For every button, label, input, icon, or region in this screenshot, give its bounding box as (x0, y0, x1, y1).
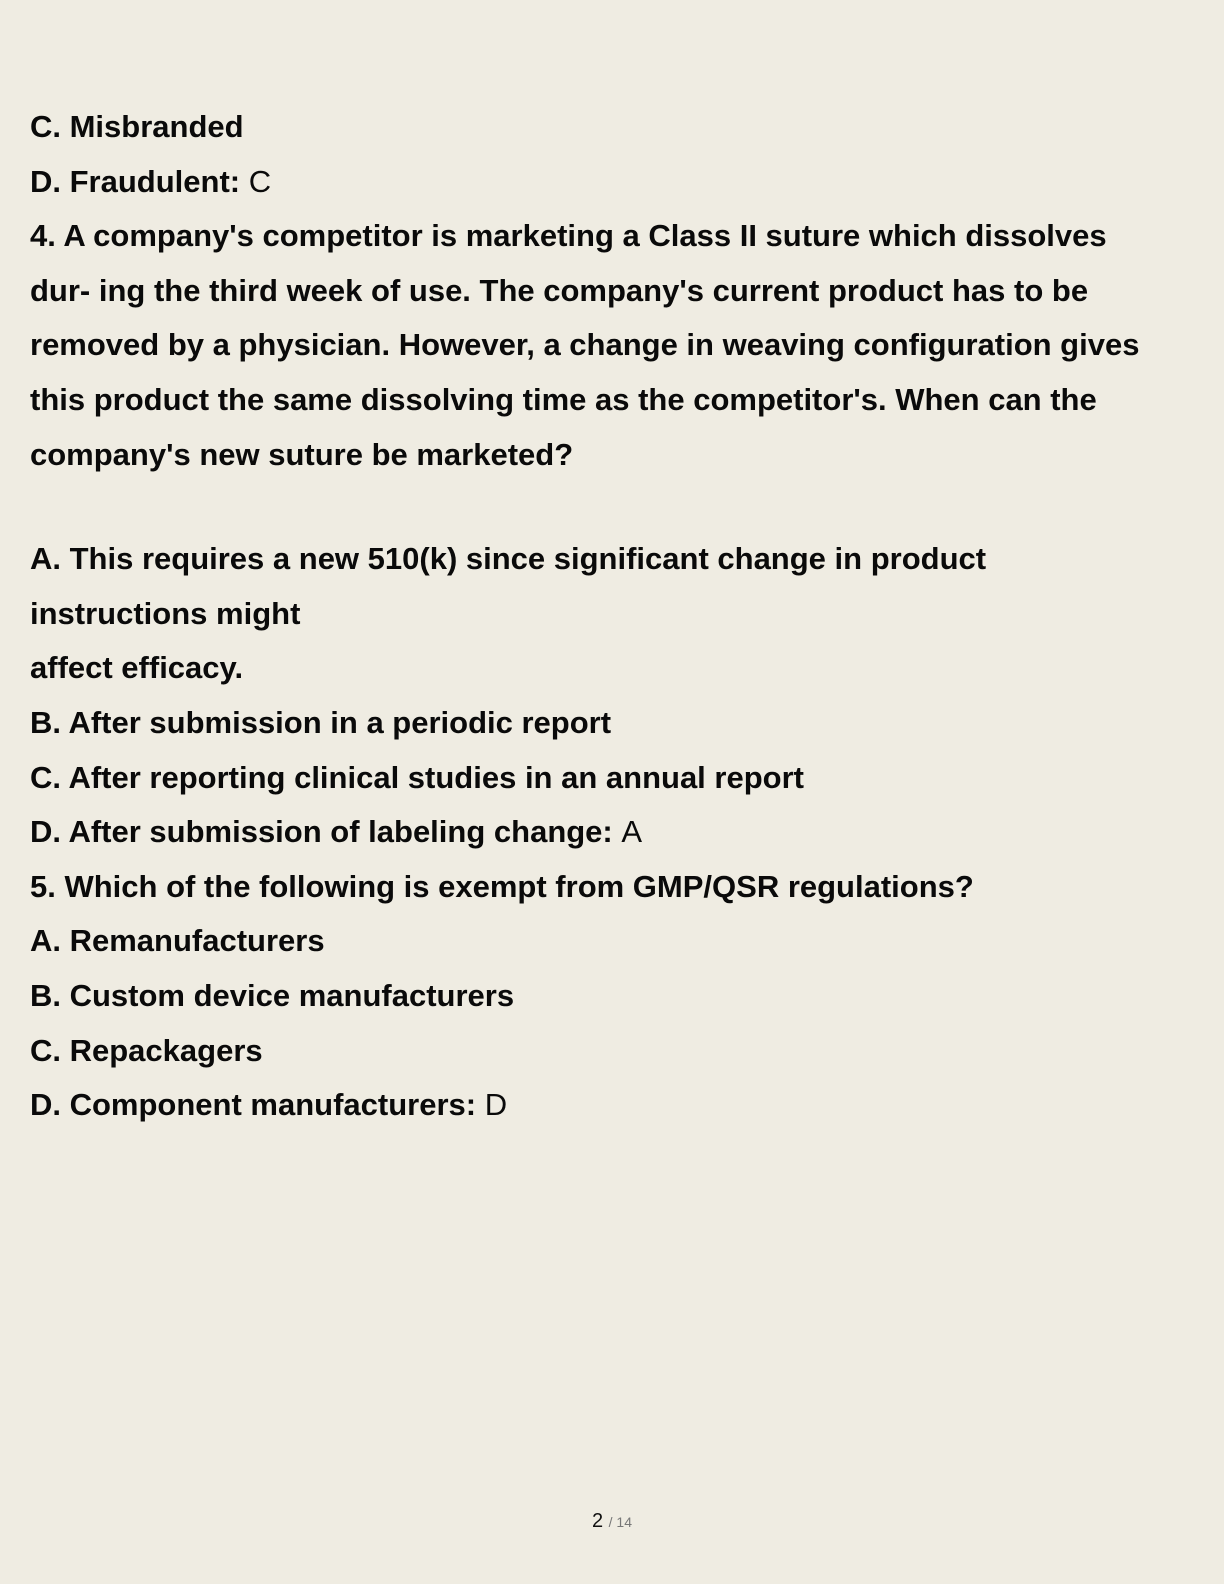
page-indicator (0, 1510, 1224, 1533)
question-4-line-1: 4. A company's competitor is marketing a Class II suture which dissolves (30, 218, 1107, 254)
question-4-option-a-line-3: affect efficacy. (30, 650, 244, 686)
question-4-option-c: C. After reporting clinical studies in an annual report (30, 759, 804, 795)
question-5-option-a: A. Remanufacturers (30, 923, 325, 959)
question-4-option-a-line-1: A. This requires a new 510(k) since significant change in product (30, 541, 987, 577)
question-4-option-b: B. After submission in a periodic report (30, 704, 612, 740)
question-4-option-d-text: D. After submission of labeling change: (30, 814, 613, 850)
page-current: 2 (591, 1510, 604, 1532)
document-body (30, 100, 1200, 1133)
question-5-option-c: C. Repackagers (30, 1032, 263, 1068)
option-d-prev (30, 155, 1200, 210)
question-5-option-b: B. Custom device manufacturers (30, 977, 515, 1013)
question-4-line-4: this product the same dissolving time as the competitor's. When can the (30, 381, 1097, 417)
question-4-line-5: company's new suture be marketed? (30, 436, 574, 472)
option-d-prev-text: D. Fraudulent: (30, 163, 241, 199)
question-5-answer: D (484, 1087, 508, 1123)
question-4-answer: A (621, 814, 643, 850)
question-4-option-a-line-2: instructions might (30, 595, 301, 631)
question-5-option-d (30, 1078, 1200, 1133)
page-total: / 14 (608, 1514, 633, 1530)
question-5-option-d-text: D. Component manufacturers: (30, 1087, 477, 1123)
answer-prev: C (248, 163, 272, 199)
option-c-prev: C. Misbranded (30, 109, 244, 144)
question-5-text: 5. Which of the following is exempt from GMP/QSR regulations? (30, 868, 974, 904)
spacer (30, 482, 1200, 532)
question-4-option-d (30, 805, 1200, 860)
question-4-line-2: dur- ing the third week of use. The company's current product has to be (30, 272, 1089, 308)
question-4-line-3: removed by a physician. However, a change in weaving configuration gives (30, 327, 1140, 363)
